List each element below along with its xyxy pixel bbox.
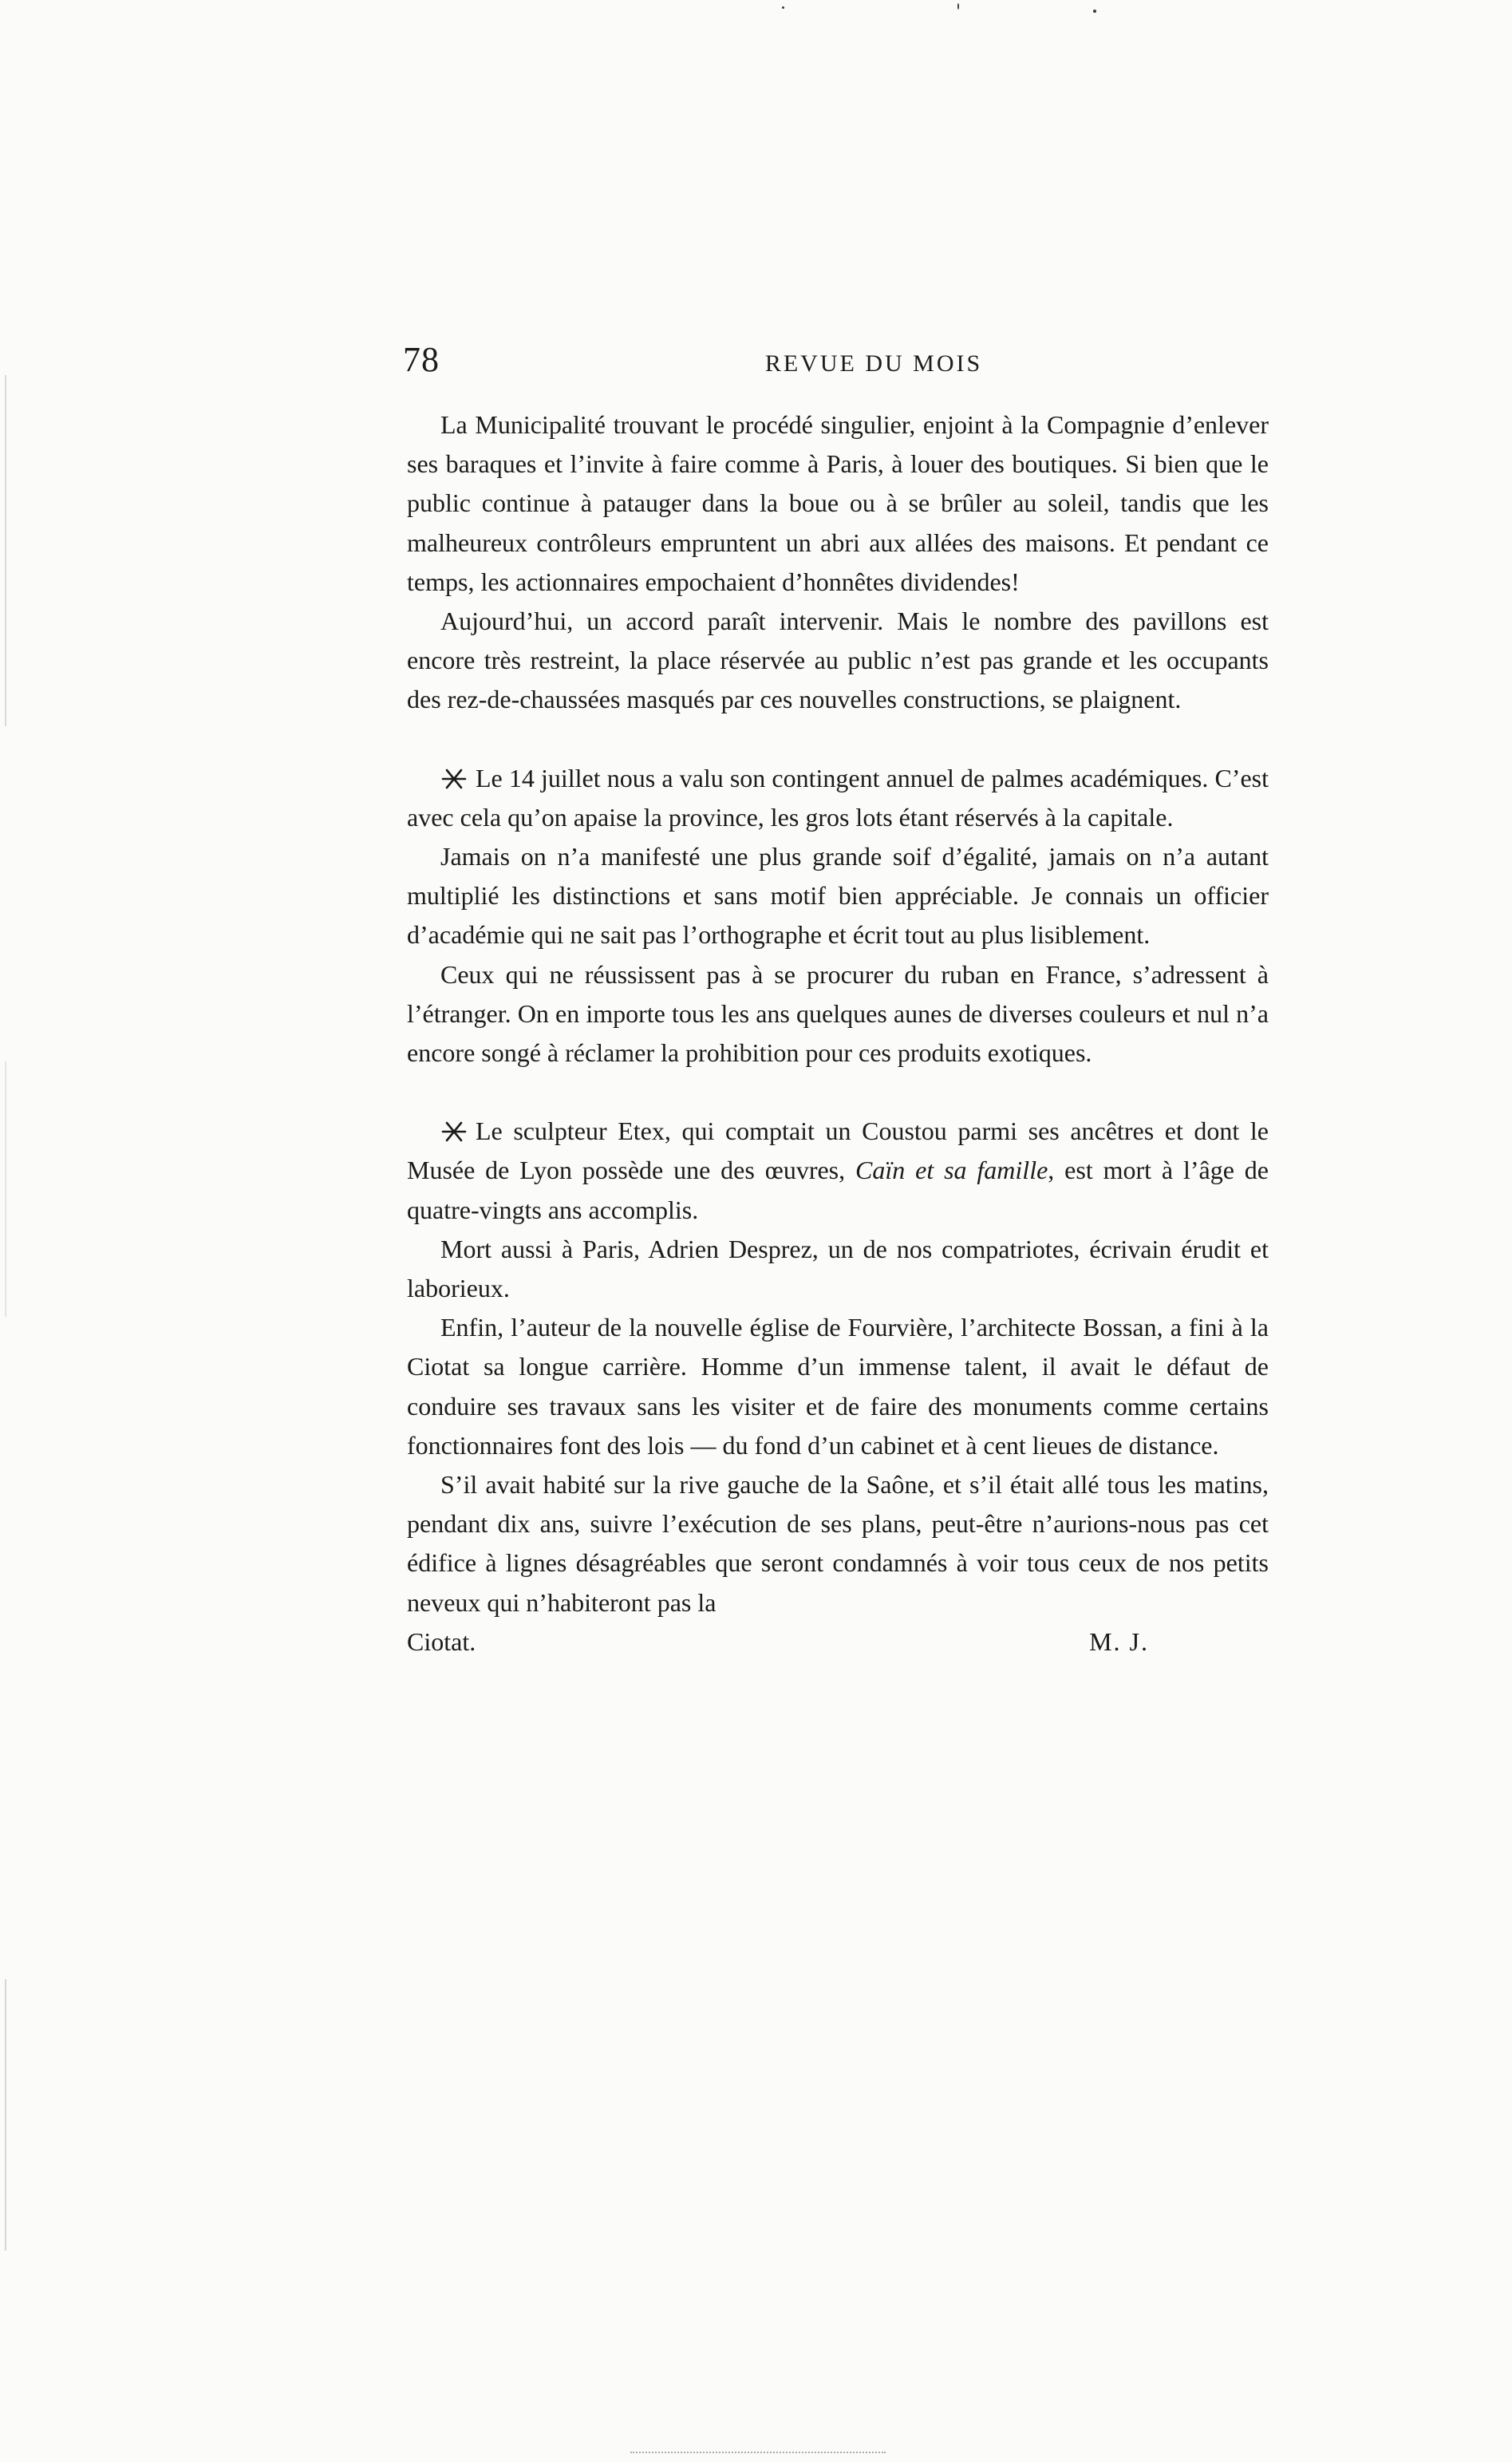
last-word: Ciotat. (407, 1626, 476, 1656)
section-palmes (407, 759, 1269, 1073)
binding-edge-mark (5, 375, 6, 726)
paragraph: Ceux qui ne réussissent pas à se procurer du ruban en France, s’adressent à l’étranger. On en importe tous les ans quelques aunes de diverses couleurs et nul n’a encore songé à réclamer la prohibition pour ces produits exotiques. (407, 959, 1269, 1068)
scan-specks (718, 0, 1117, 24)
closing-line (407, 1622, 1269, 1662)
asterisk-cross-icon (440, 769, 468, 789)
paragraph: La Municipalité trouvant le procédé singulier, enjoint à la Compagnie d’enlever ses baraques et l’invite à faire comme à Paris, à louer des boutiques. Si bien que le public continue à patauger dans la boue ou à se brûler au soleil, tandis que les malheureux contrôleurs empruntent un abri aux allées des maisons. Et pendant ce temps, les actionnaires empochaient d’honnêtes dividendes! (407, 410, 1269, 596)
author-signature: M. J. (1089, 1626, 1149, 1656)
paragraph: Aujourd’hui, un accord paraît intervenir. Mais le nombre des pavillons est encore très restreint, la place réservée au public n’est pas grande et les occupants des rez-de-chaussées masqués par ces nouvelles constructions, se plaignent. (407, 607, 1269, 714)
section-deaths (407, 1112, 1269, 1662)
page-number: 78 (403, 340, 440, 379)
page-header (403, 339, 1273, 387)
paragraph-text: Le 14 juillet nous a valu son contingent annuel de palmes académiques. C’est avec cela qu’on apaise la province, les gros lots étant réservés à la capitale. (407, 763, 1269, 832)
binding-edge-mark (5, 1979, 6, 2251)
paragraph-text: Le sculpteur Etex, qui comptait un Coustou parmi ses ancêtres et dont le Musée de Lyon possède une des œuvres, (407, 1116, 1269, 1185)
artwork-title: Caïn et sa famille (855, 1156, 1048, 1185)
binding-edge-mark (5, 1061, 6, 1317)
running-title: REVUE DU MOIS (764, 350, 983, 377)
bottom-dotted-rule (630, 2452, 886, 2454)
paragraph-text: , est mort à l’âge de quatre-vingts ans accomplis. (407, 1156, 1269, 1224)
article-body (407, 405, 1269, 1662)
paragraph: Jamais on n’a manifesté une plus grande soif d’égalité, jamais on n’a autant multiplié les distinctions et sans motif bien appréciable. Je connais un officier d’académie qui ne sait pas l’orthographe et écrit tout au plus lisiblement. (407, 842, 1269, 950)
paragraph: Enfin, l’auteur de la nouvelle église de Fourvière, l’architecte Bossan, a fini à la Ciotat sa longue carrière. Homme d’un immense talent, il avait le défaut de conduire ses travaux sans les visiter et de faire des monuments comme certains fonctionnaires font des lois — du fond d’un cabinet et à cent lieues de distance. (407, 1313, 1269, 1460)
asterisk-cross-icon (440, 1121, 468, 1142)
paragraph: S’il avait habité sur la rive gauche de la Saône, et s’il était allé tous les matins, pendant dix ans, suivre l’exécution de ses plans, peut-être n’aurions-nous pas cet édifice à lignes désagréables que seront condamnés à voir tous ceux de nos petits neveux qui n’habiteront pas la (407, 1470, 1269, 1617)
paragraph (407, 1112, 1269, 1230)
paragraph (407, 759, 1269, 837)
paragraph: Mort aussi à Paris, Adrien Desprez, un de nos compatriotes, écrivain érudit et laborieux. (407, 1234, 1269, 1303)
